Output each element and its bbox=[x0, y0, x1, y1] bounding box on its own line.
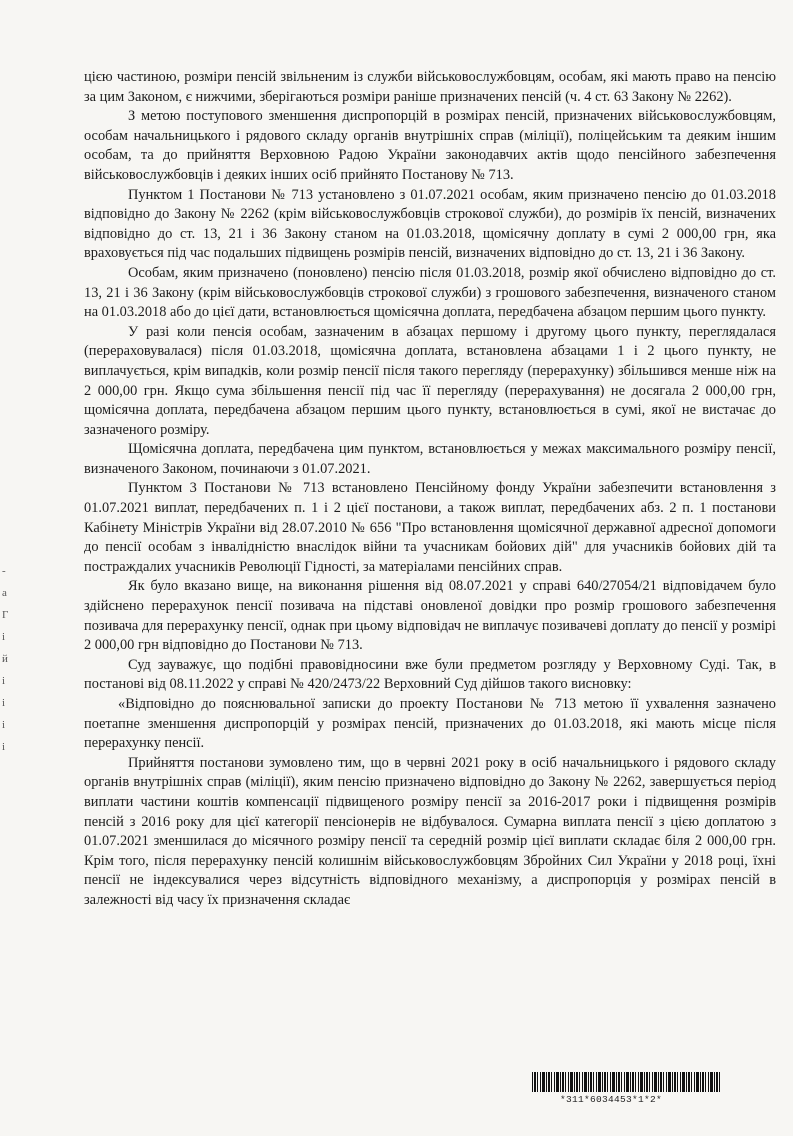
paragraph: Пунктом 1 Постанови № 713 установлено з 01.07.2021 особам, яким призначено пенсію до 01.03.2018 відповідно до Закону № 2262 (крім військовослужбовців строкової служби), до розмірів їх пенсій, визначених відповідно до ст. 13, 21 і 36 Закону станом на 01.03.2018, щомісячну доплату в сумі 2 000,00 грн, яка враховується під час подальших підвищень розмірів пенсій, визначених відповідно до ст. 13, 21 і 36 Закону. bbox=[84, 186, 776, 262]
margin-mark: і bbox=[2, 631, 6, 643]
margin-mark: і bbox=[2, 697, 6, 709]
quote-paragraph: «Відповідно до пояснювальної записки до проекту Постанови № 713 метою її ухвалення зазначено поетапне зменшення диспропорцій у розмірах пенсій, призначених до 01.03.2018, які мають місце після перерахунку пенсії. bbox=[84, 696, 776, 752]
margin-mark: і bbox=[2, 719, 6, 731]
paragraph: З метою поступового зменшення диспропорцій в розмірах пенсій, призначених військовослужбовцям, особам начальницького і рядового складу органів внутрішніх справ (міліції), поліцейським та деяким іншим особам, та до прийняття Верховною Радою України законодавчих актів щодо пенсійного забезпечення військовослужбовців і деяких інших осіб прийнято Постанову № 713. bbox=[84, 108, 776, 183]
margin-mark: і bbox=[2, 675, 6, 687]
paragraph: Щомісячна доплата, передбачена цим пунктом, встановлюється у межах максимального розміру пенсії, визначеного Законом, починаючи з 01.07.2021. bbox=[84, 441, 776, 477]
margin-mark: - bbox=[2, 565, 6, 577]
document-body bbox=[84, 68, 776, 911]
margin-mark: й bbox=[2, 653, 8, 665]
barcode-number: *311*6034453*1*2* bbox=[560, 1094, 663, 1105]
margin-mark: а bbox=[2, 587, 7, 599]
paragraph: Як було вказано вище, на виконання рішення від 08.07.2021 у справі 640/27054/21 відповідачем було здійснено перерахунок пенсії позивача на підставі оновленої довідки про розмір грошового забезпечення позивача для перерахунку пенсії, однак при цьому відповідач не виплачує позивачеві доплату до пенсії у розмірі 2 000,00 грн відповідно до Постанови № 713. bbox=[84, 578, 776, 654]
paragraph: Особам, яким призначено (поновлено) пенсію після 01.03.2018, розмір якої обчислено відповідно до ст. 13, 21 і 36 Закону (крім військовослужбовців строкової служби) з грошового забезпечення, визначеного станом на 01.03.2018 або до цієї дати, встановлюється щомісячна доплата, передбачена абзацом першим цього пункту. bbox=[84, 264, 776, 321]
paragraph: Прийняття постанови зумовлено тим, що в червні 2021 року в осіб начальницького і рядового складу органів внутрішніх справ (міліції), яким пенсію призначено відповідно до Закону № 2262, завершується період виплати частини коштів компенсації підвищеного розміру пенсії за 2016-2017 роки і підвищення розмірів пенсій з 2016 року для цієї категорії пенсіонерів не відбувалося. Сумарна виплата пенсії з цією доплатою з 01.07.2021 зменшилася до місячного розміру пенсії та середній розмір цієї виплати складає біля 2 000,00 грн. Крім того, після перерахунку пенсій колишнім військовослужбовцям Збройних Сил України у 2018 році, їхні пенсії не індексувалися через відсутність відповідного механізму, а диспропорція у розмірах пенсій в залежності від часу їх призначення складає bbox=[84, 754, 776, 908]
paragraph: Пунктом 3 Постанови № 713 встановлено Пенсійному фонду України забезпечити встановлення з 01.07.2021 виплат, передбачених п. 1 і 2 цієї постанови, а також виплат, передбачених абз. 2 п. 1 постанови Кабінету Міністрів України від 28.07.2010 № 656 "Про встановлення щомісячної державної адресної допомоги до пенсії особам з інвалідністю внаслідок війни та учасникам бойових дій" для учасників бойових дій та постраждалих учасників Революції Гідності, за матеріалами пенсійних справ. bbox=[84, 480, 776, 575]
paragraph: У разі коли пенсія особам, зазначеним в абзацах першому і другому цього пункту, переглядалася (перераховувалася) після 01.03.2018, щомісячна доплата, встановлена абзацами 1 і 2 цього пункту, не виплачується, крім випадків, коли розмір пенсії після такого перегляду (перерахунку) збільшився менше ніж на 2 000,00 грн. Якщо сума збільшення пенсії під час її перегляду (перерахування) не досягала 2 000,00 грн, щомісячна доплата, передбачена абзацом першим цього пункту, встановлюється в сумі, якої не вистачає до зазначеного розміру. bbox=[84, 323, 776, 438]
barcode bbox=[532, 1072, 720, 1092]
left-margin-marks bbox=[2, 560, 14, 758]
paragraph: цією частиною, розміри пенсій звільненим із служби військовослужбовцям, особам, які мають право на пенсію за цим Законом, є нижчими, зберігаються розміри раніше призначених пенсій (ч. 4 ст. 63 Закону № 2262). bbox=[84, 69, 776, 105]
paragraph: Суд зауважує, що подібні правовідносини вже були предметом розгляду у Верховному Суді. Так, в постанові від 08.11.2022 у справі № 420/2473/22 Верховний Суд дійшов такого висновку: bbox=[84, 656, 776, 693]
margin-mark: і bbox=[2, 741, 6, 753]
margin-mark: Г bbox=[2, 609, 9, 621]
